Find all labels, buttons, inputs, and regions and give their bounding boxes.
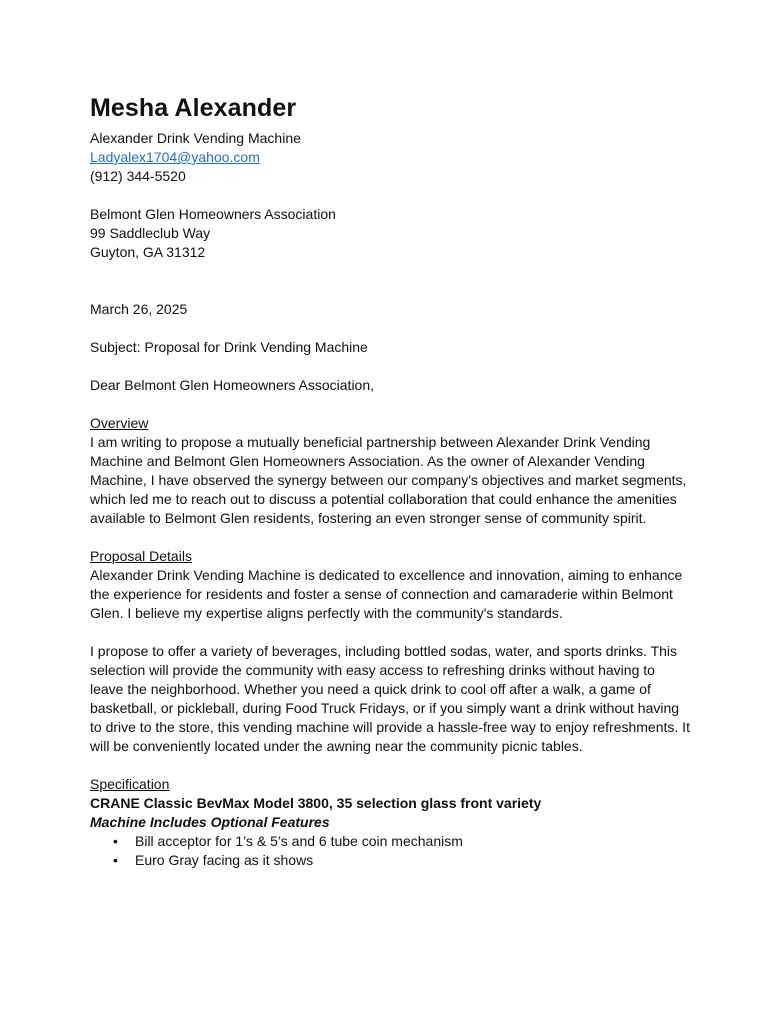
- letter-page: [90, 92, 690, 870]
- machine-model: CRANE Classic BevMax Model 3800, 35 selection glass front variety: [90, 795, 542, 811]
- overview-heading: Overview: [90, 415, 149, 431]
- features-list: [90, 832, 690, 870]
- proposal-paragraph-2: I propose to offer a variety of beverages, including bottled sodas, water, and sports drinks. This selection will provide the community with easy access to refreshing drinks without having to leave the neighborhood. Whether you need a quick drink to cool off after a walk, a game of basketball, or pickleball, during Food Truck Fridays, or if you simply want a drink without having to drive to the store, this vending machine will provide a hassle-free way to enjoy refreshments. It will be conveniently located under the awning near the community picnic tables.: [90, 643, 690, 754]
- features-heading: Machine Includes Optional Features: [90, 814, 330, 830]
- feature-text: Bill acceptor for 1’s & 5’s and 6 tube coin mechanism: [135, 833, 463, 849]
- feature-text: Euro Gray facing as it shows: [135, 852, 314, 868]
- letter-date: March 26, 2025: [90, 301, 188, 317]
- letter-salutation: Dear Belmont Glen Homeowners Association,: [90, 377, 375, 393]
- letter-subject: Subject: Proposal for Drink Vending Machine: [90, 339, 368, 355]
- proposal-heading: Proposal Details: [90, 548, 192, 564]
- list-item: [90, 851, 690, 870]
- sender-company: Alexander Drink Vending Machine: [90, 130, 301, 146]
- sender-email-link[interactable]: Ladyalex1704@yahoo.com: [90, 149, 260, 165]
- recipient-street: 99 Saddleclub Way: [90, 225, 211, 241]
- sender-phone: (912) 344-5520: [90, 168, 186, 184]
- specification-heading: Specification: [90, 776, 170, 792]
- bullet-icon: •: [113, 833, 118, 849]
- overview-paragraph: I am writing to propose a mutually beneficial partnership between Alexander Drink Vending Machine and Belmont Glen Homeowners Association. As the owner of Alexander Vending Machine, I have observed the synergy between our company's objectives and market segments, which led me to reach out to discuss a potential collaboration that could enhance the amenities available to Belmont Glen residents, fostering an even stronger sense of community spirit.: [90, 434, 687, 526]
- sender-name: Mesha Alexander: [90, 94, 297, 122]
- list-item: [90, 832, 690, 851]
- proposal-paragraph-1: Alexander Drink Vending Machine is dedicated to excellence and innovation, aiming to enhance the experience for residents and foster a sense of connection and camaraderie within Belmont Glen. I believe my expertise aligns perfectly with the community's standards.: [90, 567, 683, 621]
- recipient-org: Belmont Glen Homeowners Association: [90, 206, 336, 222]
- recipient-city: Guyton, GA 31312: [90, 244, 206, 260]
- bullet-icon: •: [113, 852, 118, 868]
